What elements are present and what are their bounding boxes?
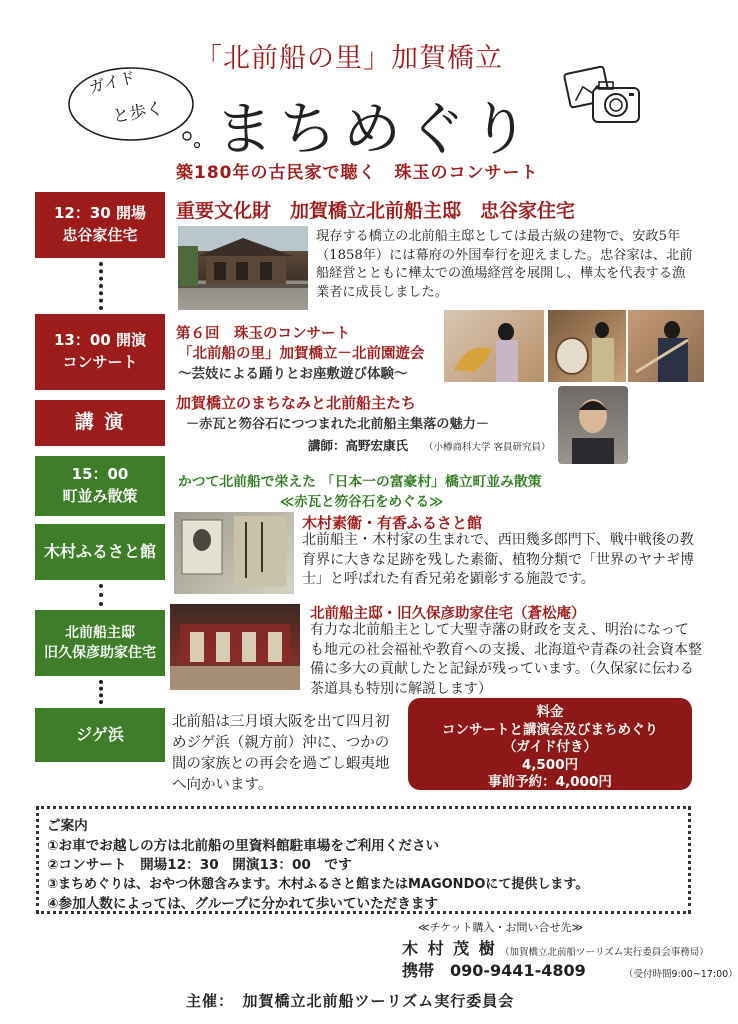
lecturer-affiliation: （小樽商科大学 客員研究員） [424,442,551,453]
timeline-place: 木村ふるさと館 [43,542,156,562]
kimura-body: 北前船主・木村家の生まれで、西田幾多郎門下、戦中戦後の教育界に大きな足跡を残した素衞、植物分類で「世界のヤナギ博士」と呼ばれた有香兄弟を顕彰する施設です。 [302,532,694,588]
section-title-tadaya: 重要文化財 加賀橋立北前船主邸 忠谷家住宅 [176,200,576,222]
timeline-box-jigehama [35,708,165,762]
photo-tadaya-house [178,226,308,310]
info-box [36,806,691,914]
info-item: ④参加人数によっては、グループに分かれて歩いていただきます [47,895,439,912]
contact-hours: （受付時間9:00~17:00） [624,969,738,980]
info-heading: ご案内 [47,818,88,834]
lecture-subtitle: －赤瓦と笏谷石につつまれた北前船主集落の魅力－ [186,417,490,432]
subtitle: 築180年の古民家で聴く 珠玉のコンサート [176,163,539,183]
timeline-place: 北前船主邸 [65,624,135,641]
timeline-place: ジゲ浜 [76,725,124,745]
photo-kimura-museum [174,512,294,594]
timeline-time: 15：00 [71,465,129,484]
bubble-text-2: と歩く [111,98,165,128]
walk-subtitle: ≪赤瓦と笏谷石をめぐる≫ [280,494,444,510]
photo-kubo-house [170,604,300,690]
concert-line-2: 「北前船の里」加賀橋立－北前園遊会 [178,346,425,362]
main-title: まちめぐり [215,95,536,163]
timeline-place: 町並み散策 [62,487,138,505]
info-item: ①お車でお越しの方は北前船の里資料館駐車場をご利用ください [47,837,440,854]
photo-shamisen-performer [628,310,704,382]
timeline-box-kubo [35,610,165,676]
price-advance: 事前予約：4,000円 [488,774,612,791]
price-label: 料金 [536,704,564,720]
contact-note: ≪チケット購入・お問い合せ先≫ [418,921,584,934]
kubo-body: 有力な北前船主として大聖寺藩の財政を支え、明治になっても地元の社会福祉や教育への支援、北海道や青森の社会資本整備に多大の貢献したと記録が残っています。（久保家に伝わる茶道具も特別に解説します） [310,622,702,697]
bubble-text-1: ガイド [86,67,138,98]
timeline-place: 忠谷家住宅 [62,226,138,244]
timeline-box-kimura [35,524,165,580]
kubo-title: 北前船主邸・旧久保彦助家住宅（蒼松庵） [310,606,586,622]
timeline-time: 13：00 開演 [54,331,146,350]
walk-title: かつて北前船で栄えた 「日本一の富豪村」橋立町並み散策 [178,474,542,490]
timeline-connector [99,584,103,606]
contact-phone[interactable]: 携帯 090-9441-4809 [402,961,586,980]
photo-drum-performer [548,310,626,382]
timeline-box-open [35,192,165,258]
info-item: ②コンサート 開場12：30 開演13：00 です [47,857,352,874]
sponsor: 主催： 加賀橋立北前船ツーリズム実行委員会 [186,992,515,1010]
photo-geisha-dance [444,310,544,382]
price-line-2: （ガイド付き） [502,739,598,756]
photo-lecturer [558,386,628,464]
price-amount: 4,500円 [521,756,579,773]
lecturer-name: 講師：高野宏康氏 [308,438,409,453]
kimura-title: 木村素衞・有香ふるさと館 [302,514,483,532]
timeline-time: 12：30 開場 [54,204,146,223]
contact-name: 木 村 茂 樹 [402,939,497,958]
info-item: ③まちめぐりは、おやつ休憩含みます。木村ふるさと館またはMAGONDOにて提供します。 [47,877,589,893]
concert-line-1: 第６回 珠玉のコンサート [176,326,350,342]
price-line-1: コンサートと講演会及びまちめぐり [442,721,658,738]
timeline-connector [99,680,103,704]
jigehama-body: 北前船は三月頃大阪を出て四月初めジゲ浜（親方前）沖に、つかの間の家族との再会を過ごし蝦夷地へ向かいます。 [172,714,390,794]
title-top: 「北前船の里」加賀橋立 [195,43,503,74]
price-box [408,698,692,790]
timeline-place: 旧久保彦助家住宅 [44,645,156,661]
section-body-tadaya: 現存する橋立の北前船主邸としては最古級の建物で、安政5年（1858年）には幕府の外国奉行を迎えました。忠谷家は、北前船経営とともに樺太での漁場経営を展開し、樺太を代表する漁業者に成長しました。 [316,229,693,301]
timeline-label: 講 演 [74,411,126,434]
contact-organization: （加賀橋立北前船ツーリズム実行委員会事務局） [500,947,709,958]
timeline-box-lecture [35,400,165,446]
concert-line-3: ～芸妓による踊りとお座敷遊び体験～ [178,366,408,382]
timeline-connector [99,262,103,310]
lecture-title: 加賀橋立のまちなみと北前船主たち [176,394,417,412]
timeline-place: コンサート [62,353,138,371]
timeline-box-walk [35,456,165,516]
camera-photo-icon [563,64,643,134]
timeline-box-concert [35,314,165,390]
